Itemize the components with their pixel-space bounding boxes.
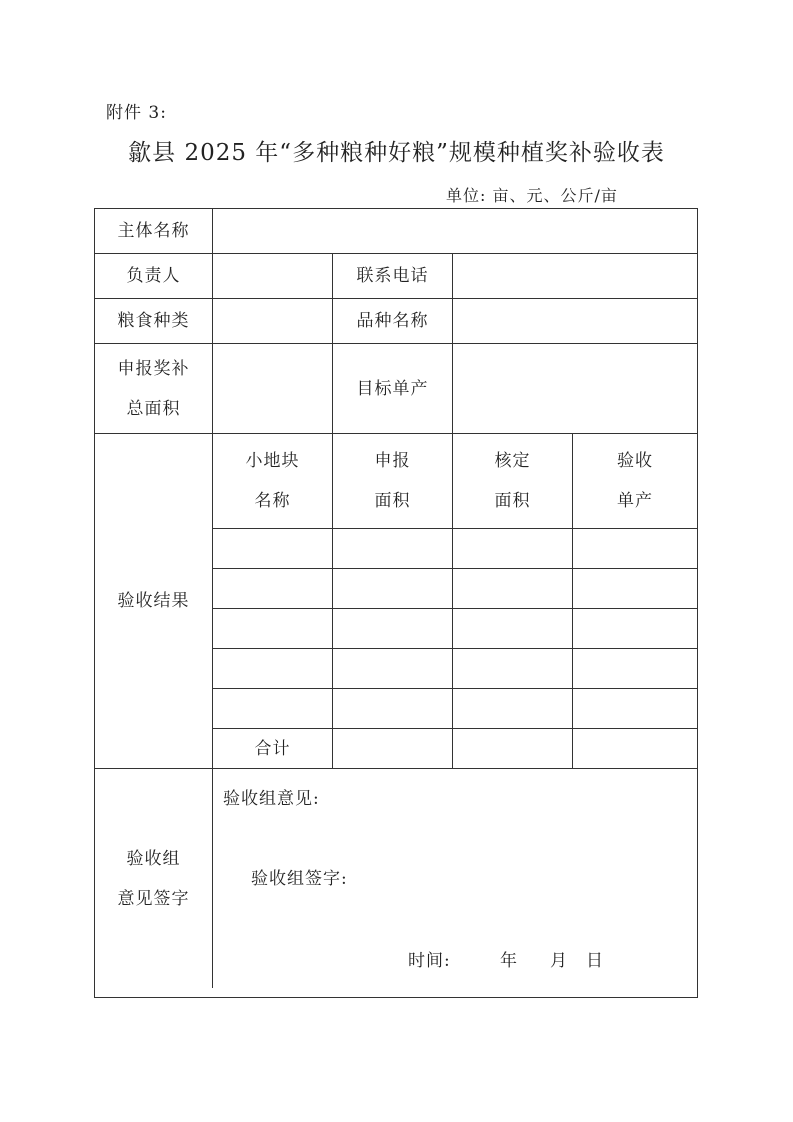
plot-data-cell[interactable] [573,649,697,689]
total-cell[interactable] [453,729,573,769]
total-cell[interactable] [333,729,453,769]
plot-data-cell[interactable] [333,529,453,569]
plot-data-cell[interactable] [573,689,697,729]
acceptance-result-label: 验收结果 [95,434,213,769]
year-label: 年 [500,951,518,971]
contact-phone-label: 联系电话 [333,254,453,299]
plot-data-cell[interactable] [333,569,453,609]
plot-data-cell[interactable] [573,609,697,649]
acceptance-form-table [94,208,698,998]
contact-phone-field[interactable] [453,254,697,299]
declared-area-header: 申报 面积 [333,434,453,529]
attachment-label: 附件 3: [106,103,167,123]
plot-data-cell[interactable] [213,529,333,569]
plot-data-cell[interactable] [453,569,573,609]
page-title: 歙县 2025 年“多种粮种好粮”规模种植奖补验收表 [128,140,665,166]
plot-data-cell[interactable] [453,529,573,569]
acceptance-opinion-label: 验收组 意见签字 [95,769,213,988]
plot-data-cell[interactable] [213,649,333,689]
accepted-yield-header: 验收 单产 [573,434,697,529]
target-yield-field[interactable] [453,344,697,434]
acceptance-opinion-box[interactable] [213,769,697,988]
grain-type-field[interactable] [213,299,333,344]
day-label: 日 [586,951,604,971]
plot-data-cell[interactable] [573,529,697,569]
plot-data-cell[interactable] [333,689,453,729]
variety-name-field[interactable] [453,299,697,344]
plot-name-header: 小地块 名称 [213,434,333,529]
declared-total-area-field[interactable] [213,344,333,434]
signature-text: 验收组签字: [251,869,348,889]
subject-name-field[interactable] [213,209,697,254]
plot-data-cell[interactable] [213,689,333,729]
total-cell[interactable] [573,729,697,769]
plot-data-cell[interactable] [213,569,333,609]
verified-area-header: 核定 面积 [453,434,573,529]
variety-name-label: 品种名称 [333,299,453,344]
plot-data-cell[interactable] [453,609,573,649]
plot-data-cell[interactable] [453,689,573,729]
target-yield-label: 目标单产 [333,344,453,434]
plot-data-cell[interactable] [213,609,333,649]
declared-total-area-label: 申报奖补 总面积 [95,344,213,434]
plot-data-cell[interactable] [453,649,573,689]
subject-name-label: 主体名称 [95,209,213,254]
plot-data-cell[interactable] [333,609,453,649]
person-in-charge-label: 负责人 [95,254,213,299]
person-in-charge-field[interactable] [213,254,333,299]
month-label: 月 [550,951,568,971]
plot-data-cell[interactable] [333,649,453,689]
opinion-text: 验收组意见: [223,789,320,809]
plot-data-cell[interactable] [573,569,697,609]
time-label: 时间: [408,951,451,971]
grain-type-label: 粮食种类 [95,299,213,344]
total-label: 合计 [213,729,333,769]
unit-note: 单位: 亩、元、公斤/亩 [446,186,618,205]
